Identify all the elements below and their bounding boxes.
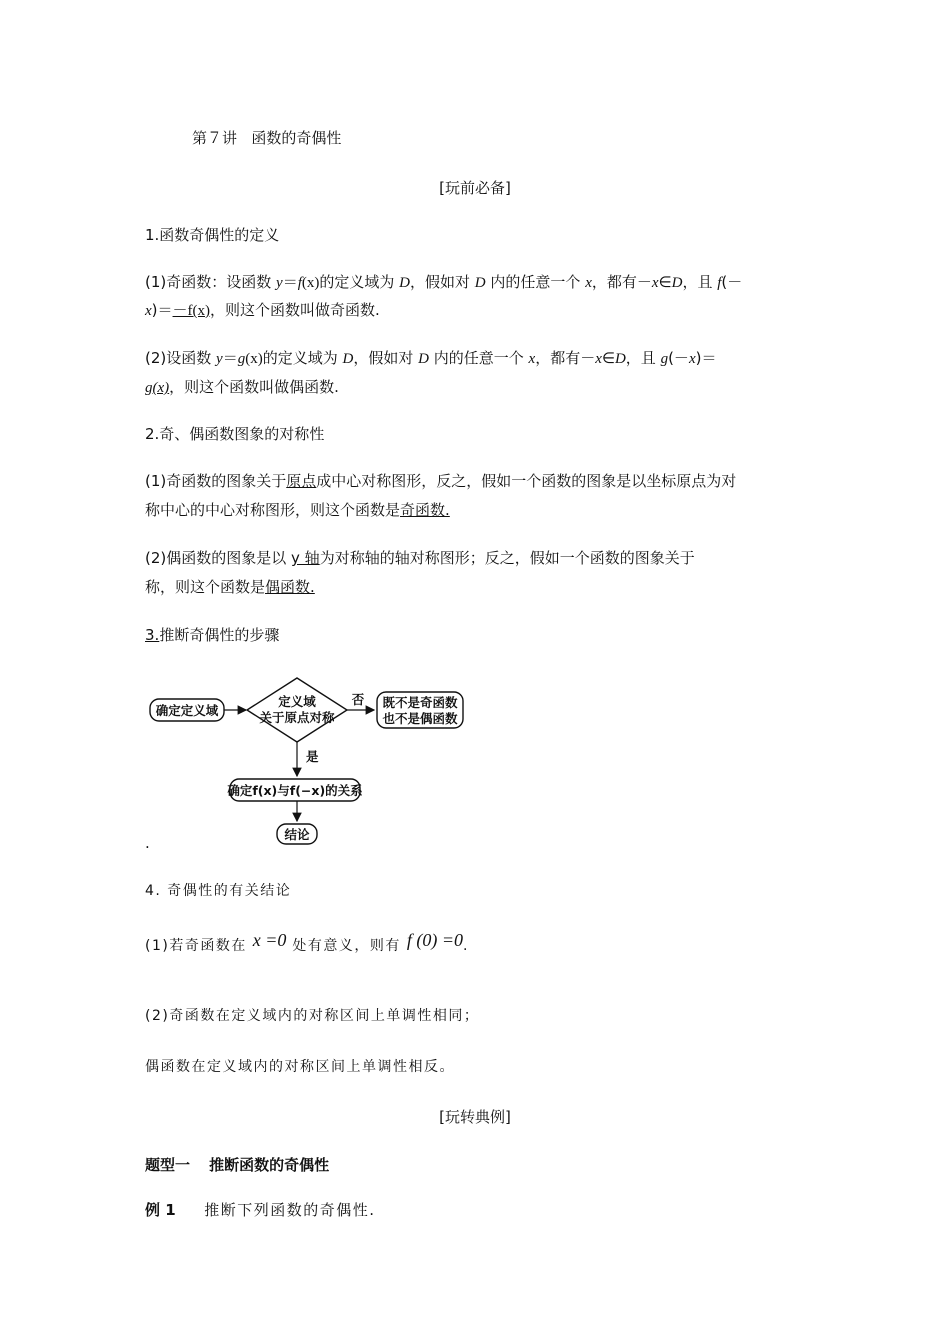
item2-p2-line1: (2)偶函数的图象是以 y 轴为对称轴的轴对称图形；反之，假如一个函数的图象关于: [145, 549, 695, 567]
flow-result-line1: 既不是奇函数: [382, 695, 458, 710]
flow-start-label: 确定定义域: [155, 703, 219, 718]
answer-odd: 奇函数.: [400, 501, 450, 519]
example1: [145, 1200, 376, 1220]
type1-heading: [145, 1155, 329, 1175]
lecture-topic: 函数的奇偶性: [251, 129, 342, 147]
trailing-dot: .: [145, 834, 150, 852]
item4-p1: (1)若奇函数在 x =0 处有意义，则有 f (0) =0.: [145, 930, 469, 954]
math-f0-equals-zero: f (0) =0: [406, 930, 463, 950]
example1-text: 推断下列函数的奇偶性.: [204, 1201, 376, 1219]
item1-p1-line2: x)＝－f(x)，则这个函数叫做奇函数.: [145, 301, 380, 319]
answer-y-axis: y 轴: [291, 549, 320, 567]
flow-decision-line2: 关于原点对称: [259, 710, 335, 725]
item4-p3: 偶函数在定义域内的对称区间上单调性相反。: [145, 1059, 455, 1075]
flow-result-line2: 也不是偶函数: [382, 711, 458, 726]
answer-origin: 原点: [286, 472, 317, 490]
item1-p2-line1: (2)设函数 y＝g(x)的定义域为 D，假如对 D 内的任意一个 x，都有－x∈D，且 g(－x)＝: [145, 349, 717, 367]
item4-p2: (2)奇函数在定义域内的对称区间上单调性相同；: [145, 1008, 480, 1024]
example1-label: 例 1: [145, 1201, 176, 1219]
parity-flowchart: [140, 672, 480, 848]
flow-no-label: 否: [351, 692, 365, 707]
section-heading-examples: [玩转典例]: [439, 1108, 511, 1126]
flow-yes-label: 是: [306, 749, 319, 764]
answer-odd-function-value: －f(x): [172, 303, 211, 319]
item2-p2-line2: 称，则这个函数是偶函数.: [145, 578, 315, 596]
item2-heading: 2.奇、偶函数图象的对称性: [145, 425, 325, 443]
item1-heading: 1.函数奇偶性的定义: [145, 226, 280, 244]
flow-conclusion-label: 结论: [284, 827, 310, 842]
item3-heading: 3.推断奇偶性的步骤: [145, 626, 280, 644]
flow-decision-line1: 定义域: [278, 694, 316, 709]
item4-heading: 4. 奇偶性的有关结论: [145, 883, 292, 899]
lecture-number: 第７讲: [192, 129, 238, 147]
item1-p2-line2: g(x)，则这个函数叫做偶函数.: [145, 378, 339, 396]
type1-text: 推断函数的奇偶性: [209, 1156, 330, 1174]
type1-label: 题型一: [145, 1156, 191, 1174]
answer-even-function-value: g(x): [145, 380, 170, 396]
section-heading-prep: [玩前必备]: [439, 179, 511, 197]
math-x-equals-zero: x =0: [252, 930, 287, 950]
flow-relation-label: 确定f(x)与f(−x)的关系: [227, 783, 363, 798]
item1-p1-line1: (1)奇函数：设函数 y＝f(x)的定义域为 D，假如对 D 内的任意一个 x，都有－x∈D，且 f(－: [145, 273, 743, 291]
item2-p1-line1: (1)奇函数的图象关于原点成中心对称图形，反之，假如一个函数的图象是以坐标原点为对: [145, 472, 737, 490]
item2-p1-line2: 称中心的中心对称图形，则这个函数是奇函数.: [145, 501, 450, 519]
page-title: [192, 128, 341, 148]
answer-even: 偶函数.: [265, 578, 315, 596]
